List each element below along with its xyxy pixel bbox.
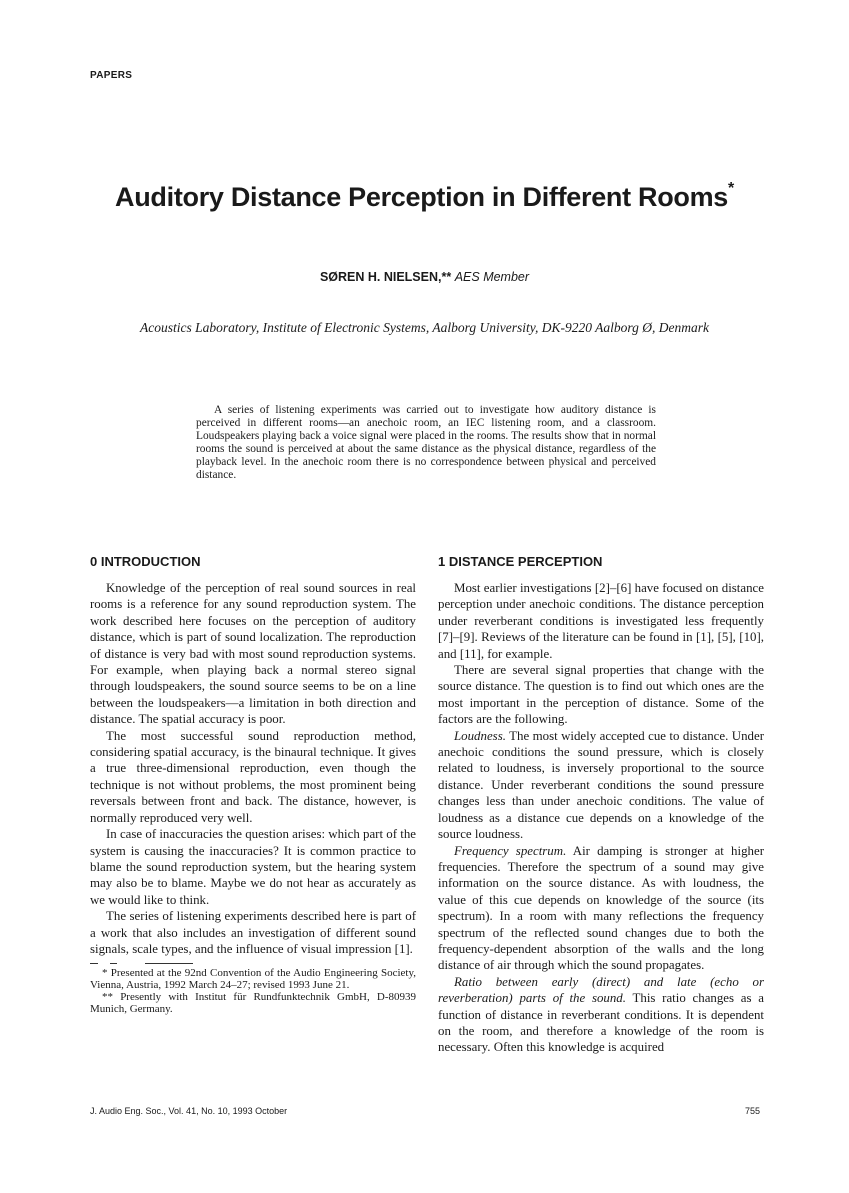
paragraph-lead: Ratio between early (direct) and late (echo or reverberation) parts of the sound. <box>438 974 764 1006</box>
author-footnote-mark: ** <box>441 270 452 284</box>
paragraph-lead: Loudness. <box>454 728 506 743</box>
author-line <box>0 270 849 284</box>
footnote: * Presented at the 92nd Convention of the Audio Engineering Society, Vienna, Austria, 1992 March 24–27; revised 1993 June 21. <box>90 967 416 992</box>
footnote: ** Presently with Institut für Rundfunktechnik GmbH, D-80939 Munich, Germany. <box>90 991 416 1016</box>
body-paragraph <box>438 662 764 728</box>
body-paragraph <box>438 728 764 843</box>
abstract: A series of listening experiments was carried out to investigate how auditory distance is perceived in different rooms—an anechoic room, an IEC listening room, and a classroom. Loudspeakers playing back a voice signal were placed in the rooms. The results show that in normal rooms the sound is perceived at about the same distance as the physical distance, regardless of the playback level. In the anechoic room there is no correspondence between physical and perceived distance. <box>196 404 656 481</box>
affiliation: Acoustics Laboratory, Institute of Electronic Systems, Aalborg University, DK-9220 Aalborg Ø, Denmark <box>139 320 710 335</box>
paragraph-text: There are several signal properties that change with the source distance. The question is to find out which ones are the most important in the perception of distance. Some of the factors are the following. <box>438 663 764 727</box>
body-paragraph: The most successful sound reproduction method, considering spatial accuracy, is the binaural technique. It gives a true three-dimensional reproduction, even though the technique is not without problems, the most prominent being reversals between front and back. The distance, however, is normally reproduced very well. <box>90 728 416 825</box>
journal-citation: J. Audio Eng. Soc., Vol. 41, No. 10, 1993 October <box>90 1106 288 1116</box>
paragraph-lead: Frequency spectrum. <box>454 843 567 858</box>
body-paragraph: Knowledge of the perception of real sound sources in real rooms is a reference for any sound reproduction system. The work described here focuses on the perception of auditory distance, which is part of sound localization. The reproduction of distance is very bad with most sound reproduction systems. For example, when playing back a normal stereo signal through loudspeakers, the sound source seems to be on a line between the loudspeakers—a limitation in both direction and distance. The spatial accuracy is poor. <box>90 581 416 727</box>
right-column <box>438 554 764 1056</box>
footnote-divider <box>90 959 194 967</box>
section-label: PAPERS <box>90 70 133 81</box>
paragraph-text: Air damping is stronger at higher frequencies. Therefore the spectrum of a sound may give information on the source distance. As with loudness, the value of this cue depends on knowledge of the source (its spectrum). In a room with many reflections the frequency spectrum of the reflected sound changes due to both the frequency-dependent absorption of the walls and the long distance of air through which the sound propagates. <box>438 843 764 973</box>
page-number: 755 <box>744 1106 760 1116</box>
paper-title <box>0 182 849 213</box>
body-paragraph <box>438 974 764 1056</box>
section-heading-introduction: 0 INTRODUCTION <box>90 554 201 569</box>
section-heading-distance-perception: 1 DISTANCE PERCEPTION <box>438 554 603 569</box>
body-paragraph: In case of inaccuracies the question arises: which part of the system is causing the inaccuracies? It is common practice to blame the sound reproduction system, but the hearing system may also be to blame. Maybe we do not hear as accurately as we would like to think. <box>90 827 416 907</box>
author-name: SØREN H. NIELSEN, <box>319 270 442 284</box>
body-paragraph <box>438 843 764 974</box>
title-text: Auditory Distance Perception in Different Rooms <box>115 182 729 212</box>
paragraph-text: Most earlier investigations [2]–[6] have focused on distance perception under anechoic conditions. The distance perception under reverberant conditions is investigated less frequently [7]–[9]. Reviews of the literature can be found in [1], [5], [10], and [11], for example. <box>438 581 764 661</box>
paragraph-text: This ratio changes as a function of distance in reverberant conditions. It is dependent on the room, and therefore a knowledge of the room is necessary. Often this knowledge is acquired <box>438 991 764 1055</box>
body-paragraph <box>438 580 764 662</box>
left-column <box>90 554 416 1015</box>
author-role: AES Member <box>454 270 530 284</box>
body-paragraph: The series of listening experiments described here is part of a work that also includes an investigation of different sound signals, scale types, and the influence of visual impression [1]. <box>90 909 416 956</box>
paragraph-text: The most widely accepted cue to distance. Under anechoic conditions the sound pressure, which is closely related to loudness, is inversely proportional to the source distance. Under reverberant conditions the sound pressure changes less than under anechoic conditions. The value of loudness as a distance cue depends on a knowledge of the source loudness. <box>438 728 764 842</box>
title-footnote-mark: * <box>728 180 734 197</box>
